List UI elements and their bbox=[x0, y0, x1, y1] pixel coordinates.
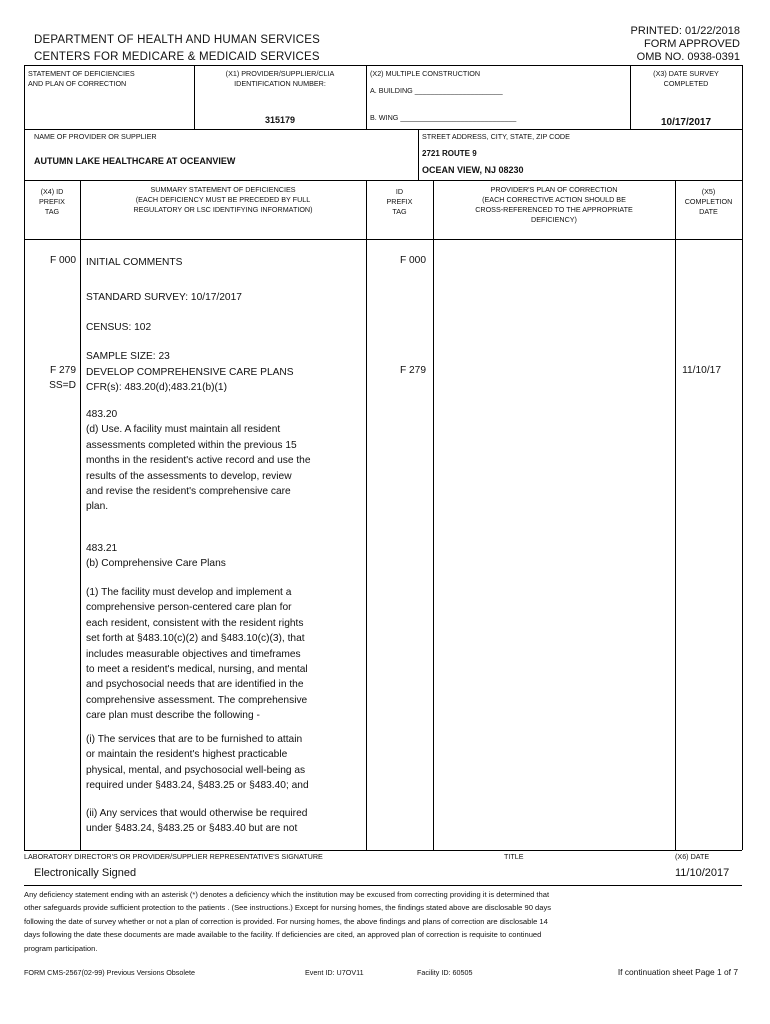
tag-f279: F 279 bbox=[49, 365, 76, 376]
tag-scope-severity: SS=D bbox=[49, 380, 76, 391]
census-text: CENSUS: 102 bbox=[86, 322, 152, 333]
form-approved: FORM APPROVED bbox=[644, 38, 740, 50]
x4-id-header: (X4) ID PREFIX TAG bbox=[39, 187, 65, 216]
grid-col-divider bbox=[366, 65, 367, 129]
standard-survey-text: STANDARD SURVEY: 10/17/2017 bbox=[86, 292, 242, 303]
address-line1: 2721 ROUTE 9 bbox=[422, 149, 477, 158]
id-prefix-header: ID PREFIX TAG bbox=[386, 187, 413, 216]
summary-header: SUMMARY STATEMENT OF DEFICIENCIES (EACH DEFICIENCY MUST BE PRECEDED BY FULL REGULATORY OR LSC IDENTIFYING INFORMATION) bbox=[133, 185, 313, 214]
x2-building: A. BUILDING ______________________ bbox=[370, 86, 503, 95]
x3-label: (X3) DATE SURVEY COMPLETED bbox=[653, 69, 719, 88]
regulation-paragraph: (1) The facility must develop and implement a comprehensive person-centered care plan for each resident, consistent with the resident rights set forth at §483.10(c)(2) and §483.10(c)(3), that includes measurable objectives and timeframes to meet a resident's medical, nursing, and mental and psychosocial needs that are identified in the comprehensive assessment. The comprehensive care plan must describe the following - bbox=[86, 587, 308, 722]
grid-col-divider bbox=[366, 180, 367, 850]
event-id: Event ID: U7OV11 bbox=[305, 968, 364, 977]
department-title: DEPARTMENT OF HEALTH AND HUMAN SERVICES bbox=[34, 34, 320, 46]
sample-size-text: SAMPLE SIZE: 23 bbox=[86, 351, 170, 362]
grid-top-border bbox=[24, 65, 742, 66]
statement-label: STATEMENT OF DEFICIENCIES AND PLAN OF CORRECTION bbox=[28, 69, 135, 88]
plan-of-correction-header: PROVIDER'S PLAN OF CORRECTION (EACH CORRECTIVE ACTION SHOULD BE CROSS-REFERENCED TO THE APPROPRIATE DEFICIENCY) bbox=[475, 185, 633, 224]
grid-left-border bbox=[24, 65, 25, 850]
page-number: If continuation sheet Page 1 of 7 bbox=[617, 967, 738, 977]
survey-completed-date: 10/17/2017 bbox=[660, 117, 712, 128]
disclaimer-text: Any deficiency statement ending with an asterisk (*) denotes a deficiency which the institution may be excused from correcting providing it is determined that other safeguards provide sufficient protection to the patients . (See instructions.) Except for nursing homes, the findings stated above are disclosable 90 days following the date of survey whether or not a plan of correction is provided. For nursing homes, the above findings and plans of correction are disclosable 14 days following the date these documents are made available to the facility. If deficiencies are cited, an approved plan of correction is requisite to continued program participation. bbox=[24, 890, 552, 953]
regulation-paragraph: 483.20 (d) Use. A facility must maintain all resident assessments completed within the previous 15 months in the resident's active record and use the results of the assessments to develop, review and revise the resident's comprehensive care plan. bbox=[86, 409, 311, 513]
regulation-paragraph: (i) The services that are to be furnished to attain or maintain the resident's highest practicable physical, mental, and psychosocial well-being as required under §483.24, §483.25 or §483.40; and bbox=[86, 734, 309, 792]
provider-id-value: 315179 bbox=[264, 115, 296, 125]
x1-label: (X1) PROVIDER/SUPPLIER/CLIA IDENTIFICATION NUMBER: bbox=[225, 69, 335, 88]
date-label: (X6) DATE bbox=[675, 852, 710, 861]
grid-col-divider bbox=[433, 180, 434, 850]
signature-value: Electronically Signed bbox=[34, 867, 137, 879]
omb-number: OMB NO. 0938-0391 bbox=[636, 51, 740, 63]
signature-bottom bbox=[24, 885, 742, 886]
grid-col-divider bbox=[418, 129, 419, 180]
grid-row-divider bbox=[24, 180, 742, 181]
form-number: FORM CMS-2567(02-99) Previous Versions Obsolete bbox=[24, 968, 195, 977]
completion-date-value: 11/10/17 bbox=[682, 365, 721, 376]
provider-name-label: NAME OF PROVIDER OR SUPPLIER bbox=[34, 132, 157, 141]
initial-comments-heading: INITIAL COMMENTS bbox=[86, 257, 183, 268]
address-line2: OCEAN VIEW, NJ 08230 bbox=[422, 165, 524, 175]
regulation-paragraph: 483.21 (b) Comprehensive Care Plans bbox=[86, 543, 226, 570]
x2-label: (X2) MULTIPLE CONSTRUCTION bbox=[370, 69, 481, 78]
x2-wing: B. WING _____________________________ bbox=[370, 113, 517, 122]
title-label: TITLE bbox=[504, 852, 524, 861]
tag-f279-right: F 279 bbox=[399, 365, 426, 376]
provider-name: AUTUMN LAKE HEALTHCARE AT OCEANVIEW bbox=[34, 156, 236, 166]
tag-f000: F 000 bbox=[49, 255, 76, 266]
grid-body-bottom bbox=[24, 850, 742, 851]
deficiency-title: DEVELOP COMPREHENSIVE CARE PLANS bbox=[86, 367, 294, 378]
address-label: STREET ADDRESS, CITY, STATE, ZIP CODE bbox=[422, 132, 570, 141]
grid-row-divider bbox=[24, 129, 742, 130]
regulation-paragraph: (ii) Any services that would otherwise be required under §483.24, §483.25 or §483.40 but are not bbox=[86, 808, 308, 835]
facility-id: Facility ID: 60505 bbox=[417, 968, 473, 977]
completion-date-header: (X5) COMPLETION DATE bbox=[684, 187, 733, 216]
grid-col-divider bbox=[80, 180, 81, 850]
agency-title: CENTERS FOR MEDICARE & MEDICAID SERVICES bbox=[34, 51, 320, 63]
printed-date: PRINTED: 01/22/2018 bbox=[630, 25, 740, 37]
grid-header-bottom bbox=[24, 239, 742, 240]
tag-f000-right: F 000 bbox=[399, 255, 426, 266]
grid-col-divider bbox=[675, 180, 676, 850]
cfr-reference: CFR(s): 483.20(d);483.21(b)(1) bbox=[86, 382, 227, 393]
grid-right-border bbox=[742, 65, 743, 850]
signature-label: LABORATORY DIRECTOR'S OR PROVIDER/SUPPLIER REPRESENTATIVE'S SIGNATURE bbox=[24, 852, 323, 861]
signature-date: 11/10/2017 bbox=[675, 867, 730, 879]
